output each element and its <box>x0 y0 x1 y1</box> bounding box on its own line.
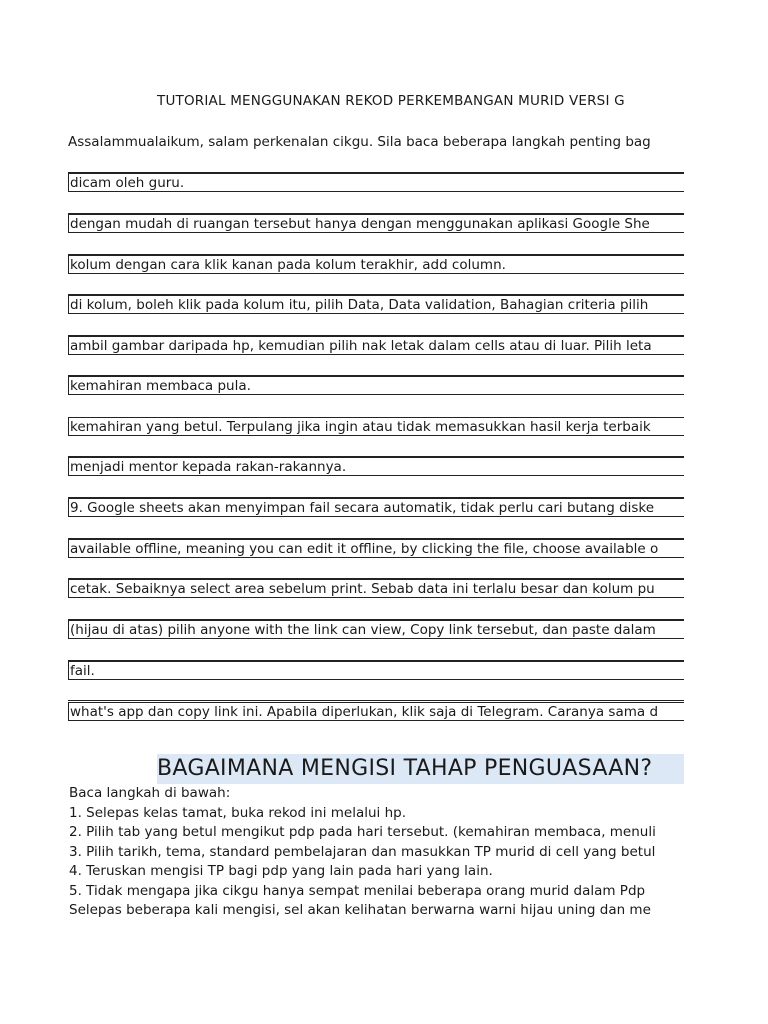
instruction-line: Selepas beberapa kali mengisi, sel akan kelihatan berwarna warni hijau uning dan me <box>69 902 651 918</box>
table-cell-text: cetak. Sebaiknya select area sebelum print. Sebab data ini terlalu besar dan kolum pu <box>70 581 655 597</box>
table-rule <box>68 700 684 701</box>
table-row <box>68 173 684 192</box>
table-cell-text: available offline, meaning you can edit it offline, by clicking the file, choose available o <box>70 541 659 557</box>
table-row <box>68 376 684 395</box>
instruction-line: Baca langkah di bawah: <box>69 785 231 801</box>
instruction-line: 5. Tidak mengapa jika cikgu hanya sempat menilai beberapa orang murid dalam Pdp <box>69 882 646 899</box>
document-title: TUTORIAL MENGGUNAKAN REKOD PERKEMBANGAN MURID VERSI G <box>157 93 625 109</box>
instruction-line: 2. Pilih tab yang betul mengikut pdp pada hari tersebut. (kemahiran membaca, menuli <box>69 824 656 840</box>
table-row <box>68 336 684 355</box>
instruction-line: 4. Teruskan mengisi TP bagi pdp yang lain pada hari yang lain. <box>69 863 493 879</box>
table-cell-text: kolum dengan cara klik kanan pada kolum terakhir, add column. <box>70 257 506 273</box>
table-cell-text: 9. Google sheets akan menyimpan fail secara automatik, tidak perlu cari butang diske <box>70 500 655 516</box>
table-cell-text: what's app dan copy link ini. Apabila diperlukan, klik saja di Telegram. Caranya sama d <box>70 704 659 720</box>
table-cell-text: (hijau di atas) pilih anyone with the link can view, Copy link tersebut, dan paste dalam <box>70 622 656 638</box>
table-cell-text: dengan mudah di ruangan tersebut hanya dengan menggunakan aplikasi Google She <box>70 216 650 232</box>
table-cell-text: kemahiran yang betul. Terpulang jika ingin atau tidak memasukkan hasil kerja terbaik <box>70 419 651 435</box>
table-cell-text: dicam oleh guru. <box>70 175 185 191</box>
table-row <box>68 295 684 314</box>
table-row <box>68 457 684 476</box>
intro-paragraph: Assalammualaikum, salam perkenalan cikgu. Sila baca beberapa langkah penting bag <box>68 134 651 150</box>
instructions-list <box>69 784 656 921</box>
table-row <box>68 417 684 436</box>
table-cell-text: kemahiran membaca pula. <box>70 378 251 394</box>
table-row <box>68 539 684 558</box>
table-row <box>68 579 684 598</box>
table-row <box>68 661 684 680</box>
instruction-line: 1. Selepas kelas tamat, buka rekod ini melalui hp. <box>69 804 407 821</box>
table-row <box>68 620 684 639</box>
instruction-line: 3. Pilih tarikh, tema, standard pembelajaran dan masukkan TP murid di cell yang betul <box>69 843 656 860</box>
table-row <box>68 498 684 517</box>
table-row <box>68 702 684 721</box>
table-cell-text: menjadi mentor kepada rakan-rakannya. <box>70 459 347 475</box>
table-row <box>68 214 684 233</box>
table-cell-text: di kolum, boleh klik pada kolum itu, pilih Data, Data validation, Bahagian criteria pilih <box>70 297 649 313</box>
section-heading: BAGAIMANA MENGISI TAHAP PENGUASAAN? <box>157 754 684 784</box>
table-row <box>68 255 684 274</box>
table-cell-text: fail. <box>70 663 95 679</box>
table-cell-text: ambil gambar daripada hp, kemudian pilih nak letak dalam cells atau di luar. Pilih leta <box>70 338 652 354</box>
